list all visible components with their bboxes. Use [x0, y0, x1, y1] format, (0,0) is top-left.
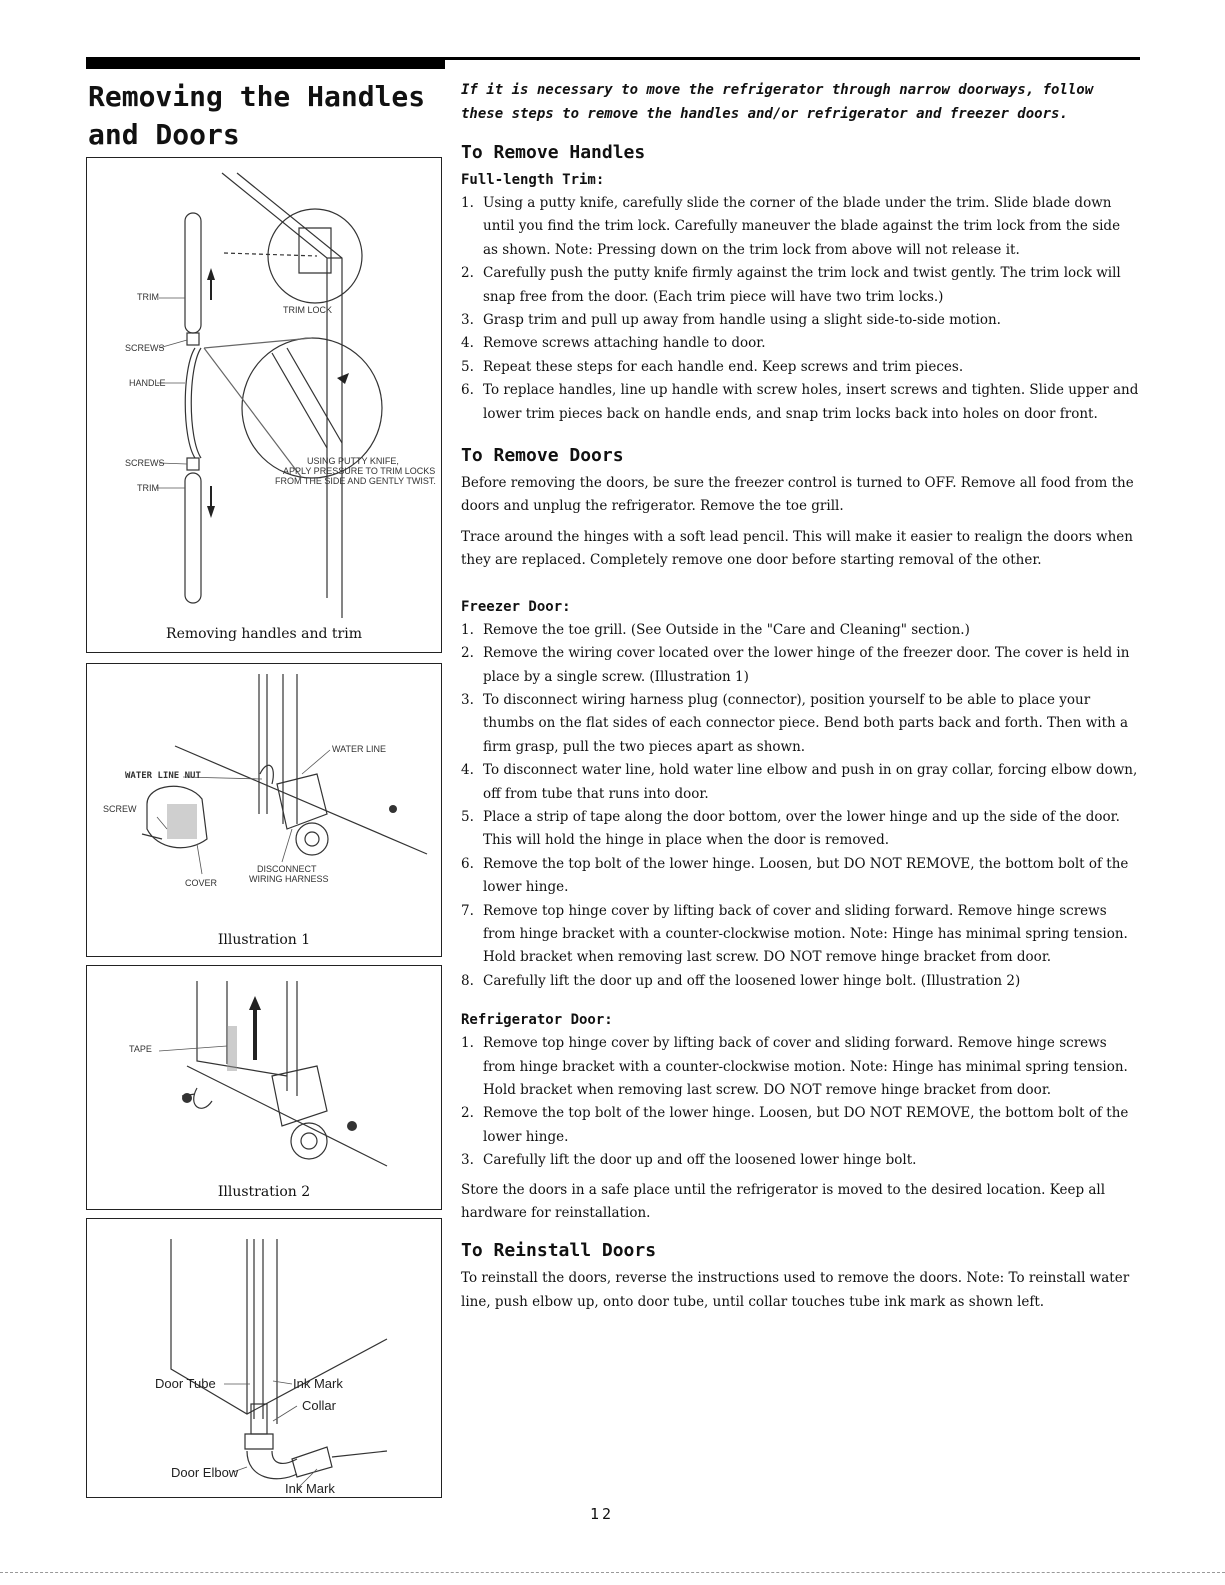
- illustration-2-drawing: [87, 966, 442, 1210]
- caption-illustration-1: Illustration 1: [217, 932, 311, 948]
- header-rule-thick: [86, 57, 445, 69]
- list-item: 5. Place a strip of tape along the door bottom, over the lower hinge and up the side of the door. This will hold the hinge in place when the door is removed.: [461, 808, 1120, 849]
- list-item: 1. Remove top hinge cover by lifting back of cover and sliding forward. Remove hinge screws from hinge bracket with a counter-clockwise motion. Note: Hinge has minimal spring tension. Hold bracket when removing last screw. DO NOT remove hinge bracket from door.: [461, 1035, 1128, 1098]
- list-item: 2. Remove the top bolt of the lower hinge. Loosen, but DO NOT REMOVE, the bottom bolt of the lower hinge.: [461, 1105, 1129, 1145]
- list-item: 8. Carefully lift the door up and off the loosened lower hinge bolt. (Illustration 2): [461, 972, 1021, 989]
- paragraph-store-doors: Store the doors in a safe place until the refrigerator is moved to the desired location. Keep all hardware for reinstallation.: [461, 1181, 1106, 1222]
- list-item: 6. To replace handles, line up handle with screw holes, insert screws and tighten. Slide upper and lower trim pieces back on handle ends, and snap trim locks back into holes on door front.: [461, 382, 1139, 422]
- label-screws-bottom: SCREWS: [125, 458, 165, 468]
- paragraph: Trace around the hinges with a soft lead pencil. This will make it easier to realign the doors when they are replaced. Completely remove one door before starting removal of the other.: [461, 528, 1133, 569]
- label-screws-top: SCREWS: [125, 343, 165, 353]
- list-item: 2. Remove the wiring cover located over the lower hinge of the freezer door. The cover is held in place by a single screw. (Illustration 1): [461, 645, 1130, 685]
- heading-remove-handles: To Remove Handles: [461, 142, 646, 163]
- label-disconnect-1: DISCONNECT: [257, 864, 317, 874]
- list-item: 4. To disconnect water line, hold water line elbow and push in on gray collar, forcing elbow down, off from tube that runs into door.: [461, 762, 1138, 802]
- instructions-column: [461, 78, 1139, 1321]
- list-remove-handles: [461, 192, 1139, 426]
- page-number: 12: [590, 1505, 615, 1523]
- label-ink-mark-bottom: Ink Mark: [285, 1481, 335, 1496]
- label-water-line: WATER LINE: [332, 744, 387, 754]
- label-trim-lock: TRIM LOCK: [283, 305, 333, 315]
- page-title: Removing the Handles and Doors: [88, 80, 426, 151]
- label-ink-mark-top: Ink Mark: [293, 1376, 343, 1391]
- label-door-elbow: Door Elbow: [171, 1465, 239, 1480]
- label-trim-bottom: TRIM: [137, 483, 159, 493]
- label-putty-1: USING PUTTY KNIFE,: [307, 456, 399, 466]
- list-item: 7. Remove top hinge cover by lifting back of cover and sliding forward. Remove hinge screws from hinge bracket with a counter-clockwise motion. Note: Hinge has minimal spring tension. Hold bracket when removing last screw. DO NOT remove hinge bracket from door.: [461, 902, 1128, 966]
- subheading-full-length-trim: Full-length Trim:: [461, 172, 605, 188]
- list-item: 1. Remove the toe grill. (See Outside in the "Care and Cleaning" section.): [461, 621, 970, 638]
- label-putty-3: FROM THE SIDE AND GENTLY TWIST.: [275, 476, 436, 486]
- label-tape: TAPE: [129, 1044, 152, 1054]
- list-item: 4. Remove screws attaching handle to door.: [461, 335, 766, 352]
- list-item: 6. Remove the top bolt of the lower hinge. Loosen, but DO NOT REMOVE, the bottom bolt of the lower hinge.: [461, 855, 1129, 896]
- label-putty-2: APPLY PRESSURE TO TRIM LOCKS: [283, 466, 436, 476]
- label-collar: Collar: [302, 1398, 336, 1413]
- list-item: 5. Repeat these steps for each handle end. Keep screws and trim pieces.: [461, 358, 964, 375]
- list-item: 3. Grasp trim and pull up away from handle using a slight side-to-side motion.: [461, 312, 1001, 329]
- caption-handles: Removing handles and trim: [166, 626, 362, 642]
- figure-illustration-2: [86, 965, 442, 1210]
- label-screw: SCREW: [103, 804, 137, 814]
- list-item: 3. To disconnect wiring harness plug (connector), position yourself to be able to place your thumbs on the flat sides of each connector piece. Bend both parts back and forth. Then with a firm grasp, pull the two pieces apart as shown.: [461, 691, 1129, 755]
- handle-trim-drawing: [87, 158, 442, 653]
- label-handle: HANDLE: [129, 378, 166, 388]
- heading-refrigerator-door: Refrigerator Door:: [461, 1012, 613, 1029]
- heading-reinstall-doors: To Reinstall Doors: [461, 1240, 657, 1262]
- figure-door-tube: [86, 1218, 442, 1498]
- heading-freezer-door: Freezer Door:: [461, 598, 571, 615]
- illustration-1-drawing: [87, 664, 442, 957]
- list-refrigerator-door: [461, 1032, 1139, 1172]
- list-freezer-door: [461, 619, 1139, 994]
- caption-illustration-2: Illustration 2: [217, 1184, 311, 1200]
- intro-text: If it is necessary to move the refrigerator through narrow doorways, follow these steps to remove the handles and/or refrigerator and freezer doors.: [461, 82, 1094, 122]
- label-door-tube: Door Tube: [155, 1376, 216, 1391]
- paragraph-reinstall: To reinstall the doors, reverse the instructions used to remove the doors. Note: To reinstall water line, push elbow up, onto door tube, until collar touches tube ink mark as shown left.: [461, 1270, 1130, 1310]
- heading-remove-doors: To Remove Doors: [461, 445, 624, 467]
- header-rule-thin: [445, 57, 1140, 60]
- list-item: 1. Using a putty knife, carefully slide the corner of the blade under the trim. Slide blade down until you find the trim lock. Carefully maneuver the blade against the trim lock from the side as shown. Note: Pressing down on the trim lock from above will not release it.: [461, 195, 1121, 258]
- label-trim-top: TRIM: [137, 292, 159, 302]
- door-tube-drawing: [87, 1219, 442, 1498]
- footer-rule: [0, 1572, 1225, 1573]
- label-cover: COVER: [185, 878, 218, 888]
- label-water-line-nut: WATER LINE NUT: [125, 771, 201, 781]
- paragraph: Before removing the doors, be sure the freezer control is turned to OFF. Remove all food from the doors and unplug the refrigerator. Remove the toe grill.: [461, 475, 1134, 515]
- list-item: 3. Carefully lift the door up and off the loosened lower hinge bolt.: [461, 1152, 917, 1169]
- list-item: 2. Carefully push the putty knife firmly against the trim lock and twist gently. The trim lock will snap free from the door. (Each trim piece will have two trim locks.): [461, 265, 1121, 305]
- figure-handles-trim: [86, 157, 442, 653]
- label-disconnect-2: WIRING HARNESS: [249, 874, 329, 884]
- figure-illustration-1: [86, 663, 442, 957]
